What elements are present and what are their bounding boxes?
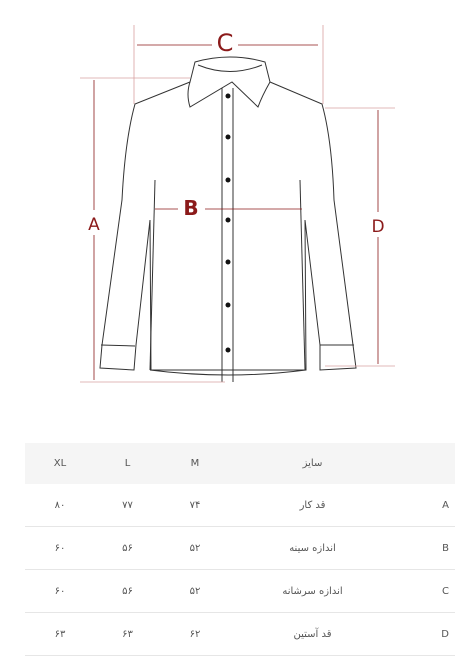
- cell-m: ۶۲: [189, 628, 201, 640]
- cell-name: اندازه سینه: [289, 542, 336, 554]
- cell-name: اندازه سرشانه: [282, 585, 343, 597]
- size-table: [25, 443, 455, 656]
- measure-guides: [80, 25, 395, 382]
- header-m: M: [190, 458, 200, 469]
- cell-l: ۶۳: [122, 628, 133, 640]
- cell-key: A: [442, 499, 449, 511]
- cell-xl: ۶۳: [54, 628, 66, 640]
- cell-xl: ۶۰: [54, 542, 66, 554]
- cell-l: ۵۶: [122, 585, 133, 597]
- cell-xl: ۶۰: [54, 585, 66, 597]
- cell-l: ۷۷: [122, 499, 133, 511]
- table-row: [25, 570, 455, 613]
- cell-name: قد آستین: [293, 628, 332, 640]
- cell-m: ۵۲: [189, 585, 201, 597]
- header-l: L: [124, 458, 131, 469]
- header-xl: XL: [53, 458, 67, 469]
- shirt-body-outline: [100, 82, 356, 370]
- table-row: [25, 613, 455, 656]
- cell-name: قد کار: [299, 499, 326, 511]
- shirt-buttons: [226, 94, 231, 353]
- label-b: B: [183, 196, 199, 220]
- cell-m: ۵۲: [189, 542, 201, 554]
- cell-xl: ۸۰: [54, 499, 66, 511]
- label-c: C: [216, 29, 234, 57]
- cell-key: C: [442, 585, 449, 597]
- label-d: D: [371, 217, 385, 237]
- cell-l: ۵۶: [122, 542, 133, 554]
- table-row: [25, 484, 455, 527]
- table-row: [25, 527, 455, 570]
- cell-key: B: [442, 542, 449, 554]
- cell-key: D: [441, 628, 449, 640]
- size-table-header: [25, 443, 455, 484]
- collar-outline: [188, 57, 270, 107]
- cell-m: ۷۴: [189, 499, 201, 511]
- header-size: سایز: [302, 458, 323, 469]
- label-a: A: [88, 215, 100, 235]
